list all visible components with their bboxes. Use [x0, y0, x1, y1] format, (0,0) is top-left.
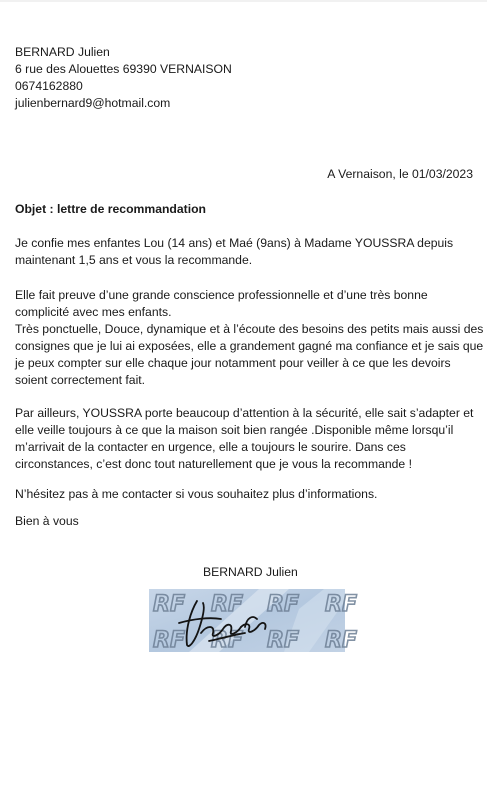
sender-phone: 0674162880	[15, 79, 83, 93]
paragraph-line: soient correctement fait.	[15, 373, 146, 387]
paragraph-4	[15, 486, 481, 503]
watermark-rf: RF	[267, 628, 299, 653]
paragraph-line: N’hésitez pas à me contacter si vous souhaitez plus d’informations.	[15, 487, 378, 501]
paragraph-line: Je confie mes enfantes Lou (14 ans) et Maé (9ans) à Madame YOUSSRA depuis	[15, 236, 454, 250]
paragraph-line: consignes que je lui ai exposées, elle a grandement gagné ma confiance et je sais que	[15, 339, 484, 353]
paragraph-line: elle veille toujours à ce que la maison soit bien rangée .Disponible même lorsqu’il	[15, 423, 454, 437]
watermark-rf: RF	[211, 628, 243, 653]
closing-line	[15, 513, 481, 530]
subject-line: Objet : lettre de recommandation	[15, 202, 206, 216]
paragraph-line: Par ailleurs, YOUSSRA porte beaucoup d’attention à la sécurité, elle sait s’adapter et	[15, 406, 474, 420]
paragraph-3	[15, 405, 481, 473]
paragraph-line: Elle fait preuve d’une grande conscience professionnelle et d’une très bonne	[15, 288, 428, 302]
sender-address: 6 rue des Alouettes 69390 VERNAISON	[15, 62, 232, 76]
watermark-rf: RF	[325, 628, 357, 653]
watermark-rf: RF	[325, 592, 357, 617]
sender-block	[15, 44, 232, 112]
watermark-rf: RF	[153, 628, 185, 653]
top-border	[0, 0, 487, 2]
paragraph-line: complicité avec mes enfants.	[15, 305, 172, 319]
paragraph-line: maintenant 1,5 ans et vous la recommande.	[15, 253, 253, 267]
date-line: A Vernaison, le 01/03/2023	[327, 167, 473, 181]
sender-name: BERNARD Julien	[15, 45, 110, 59]
paragraph-1	[15, 235, 481, 269]
signature-name: BERNARD Julien	[203, 565, 298, 579]
watermark-rf: RF	[267, 592, 299, 617]
sender-email: julienbernard9@hotmail.com	[15, 96, 171, 110]
paragraph-line: Bien à vous	[15, 514, 79, 528]
watermark-rf: RF	[153, 592, 185, 617]
signature-image	[149, 589, 357, 653]
paragraph-line: Très ponctuelle, Douce, dynamique et à l’écoute des besoins des petits mais aussi des	[15, 322, 484, 336]
paragraph-line: circonstances, c’est donc tout naturellement que je vous la recommande !	[15, 457, 412, 471]
paragraph-line: m’arrivait de la contacter en urgence, elle a toujours le sourire. Dans ces	[15, 440, 406, 454]
paragraph-line: je peux compter sur elle chaque jour notamment pour veiller à ce que les devoirs	[15, 356, 451, 370]
watermark-rf: RF	[211, 592, 243, 617]
paragraph-2	[15, 287, 484, 389]
